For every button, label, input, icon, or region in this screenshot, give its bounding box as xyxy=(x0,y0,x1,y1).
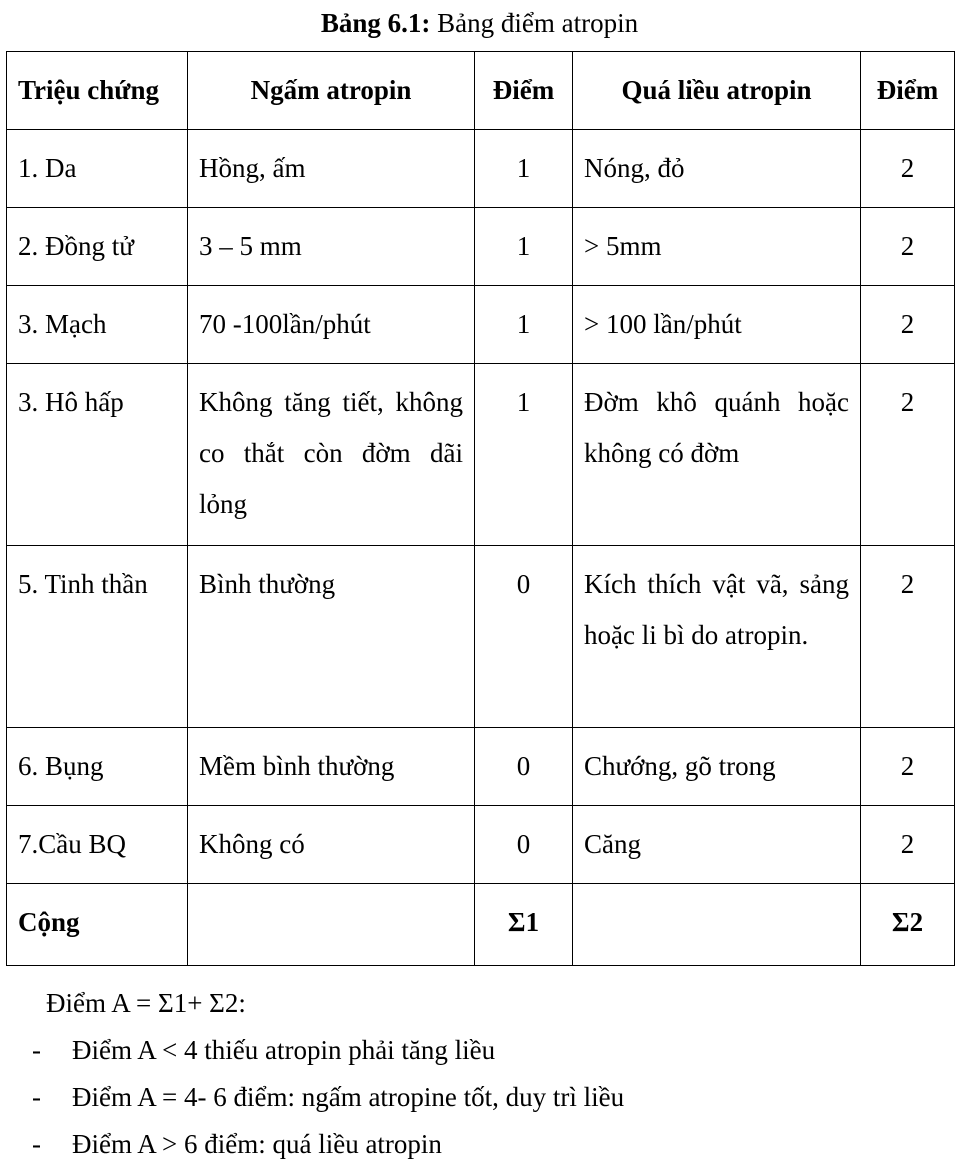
cell-atropinized: Bình thường xyxy=(188,546,475,728)
cell-score-1: 1 xyxy=(475,364,573,546)
cell-atropinized: 70 -100lần/phút xyxy=(188,286,475,364)
cell-overdose: Chướng, gõ trong xyxy=(573,728,861,806)
cell-score-1: 1 xyxy=(475,286,573,364)
cell-score-1: 1 xyxy=(475,130,573,208)
cell-symptom: 3. Hô hấp xyxy=(7,364,188,546)
cell-score-2: 2 xyxy=(861,286,955,364)
total-empty-1 xyxy=(188,884,475,966)
table-row xyxy=(7,728,955,806)
caption-prefix: Bảng 6.1: xyxy=(320,8,431,38)
caption-text: Bảng điểm atropin xyxy=(430,8,639,38)
cell-symptom: 7.Cầu BQ xyxy=(7,806,188,884)
score-notes xyxy=(0,980,959,1168)
cell-overdose: > 5mm xyxy=(573,208,861,286)
table-row xyxy=(7,546,955,728)
bullet-text: Điểm A > 6 điểm: quá liều atropin xyxy=(72,1129,442,1159)
header-atropinized: Ngấm atropin xyxy=(188,52,475,130)
bullet-marker: - xyxy=(32,1129,41,1159)
table-row xyxy=(7,208,955,286)
table-caption xyxy=(0,6,959,40)
cell-atropinized: Hồng, ấm xyxy=(188,130,475,208)
table-row xyxy=(7,806,955,884)
atropine-score-table xyxy=(6,51,955,966)
cell-overdose: Nóng, đỏ xyxy=(573,130,861,208)
cell-overdose: > 100 lần/phút xyxy=(573,286,861,364)
cell-atropinized: 3 – 5 mm xyxy=(188,208,475,286)
cell-score-1: 0 xyxy=(475,546,573,728)
header-overdose: Quá liều atropin xyxy=(573,52,861,130)
total-sum-1: Σ1 xyxy=(475,884,573,966)
table-row xyxy=(7,364,955,546)
cell-atropinized: Không tăng tiết, không co thắt còn đờm dãi lỏng xyxy=(188,364,475,546)
cell-symptom: 6. Bụng xyxy=(7,728,188,806)
cell-overdose: Đờm khô quánh hoặc không có đờm xyxy=(573,364,861,546)
total-row xyxy=(7,884,955,966)
header-score-2: Điểm xyxy=(861,52,955,130)
header-score-1: Điểm xyxy=(475,52,573,130)
cell-score-2: 2 xyxy=(861,130,955,208)
total-empty-2 xyxy=(573,884,861,966)
total-label: Cộng xyxy=(7,884,188,966)
cell-atropinized: Không có xyxy=(188,806,475,884)
table-row xyxy=(7,130,955,208)
cell-overdose: Căng xyxy=(573,806,861,884)
bullet-marker: - xyxy=(32,1035,41,1065)
bullet-text: Điểm A = 4- 6 điểm: ngấm atropine tốt, duy trì liều xyxy=(72,1082,625,1112)
note-bullet xyxy=(0,1074,959,1121)
header-row xyxy=(7,52,955,130)
cell-score-1: 0 xyxy=(475,806,573,884)
cell-score-2: 2 xyxy=(861,208,955,286)
cell-symptom: 2. Đồng tử xyxy=(7,208,188,286)
cell-symptom: 5. Tinh thần xyxy=(7,546,188,728)
cell-score-1: 0 xyxy=(475,728,573,806)
note-bullet xyxy=(0,1027,959,1074)
bullet-marker: - xyxy=(32,1082,41,1112)
note-bullet xyxy=(0,1121,959,1168)
total-sum-2: Σ2 xyxy=(861,884,955,966)
cell-score-2: 2 xyxy=(861,364,955,546)
cell-score-2: 2 xyxy=(861,728,955,806)
table-row xyxy=(7,286,955,364)
cell-overdose: Kích thích vật vã, sảng hoặc li bì do atropin. xyxy=(573,546,861,728)
cell-score-2: 2 xyxy=(861,806,955,884)
bullet-text: Điểm A < 4 thiếu atropin phải tăng liều xyxy=(72,1035,496,1065)
cell-symptom: 3. Mạch xyxy=(7,286,188,364)
cell-atropinized: Mềm bình thường xyxy=(188,728,475,806)
header-symptom: Triệu chứng xyxy=(7,52,188,130)
cell-score-1: 1 xyxy=(475,208,573,286)
cell-score-2: 2 xyxy=(861,546,955,728)
score-formula: Điểm A = Σ1+ Σ2: xyxy=(46,988,246,1018)
cell-symptom: 1. Da xyxy=(7,130,188,208)
